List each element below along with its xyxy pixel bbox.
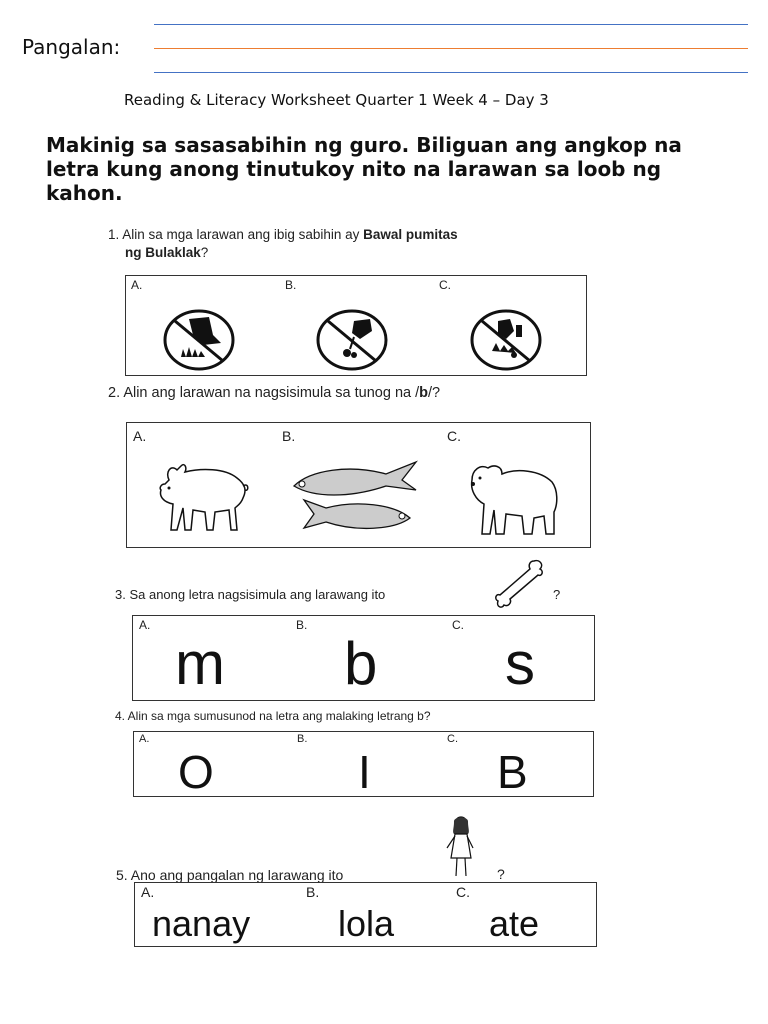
instructions: Makinig sa sasasabihin ng guro. Biliguan ang angkop na letra kung anong tinutukoy nito na larawan sa loob ng kahon.: [46, 133, 682, 205]
question-2-option-a-label[interactable]: A.: [133, 428, 147, 444]
question-2-prompt: [108, 385, 440, 401]
name-line-middle[interactable]: [154, 48, 748, 49]
name-label: Pangalan:: [22, 35, 121, 59]
question-4-option-b-label[interactable]: B.: [297, 733, 308, 745]
question-3-option-b-label[interactable]: B.: [296, 618, 308, 632]
name-line-top: [154, 24, 748, 25]
question-5-option-b-word[interactable]: lola: [338, 903, 395, 944]
fish-icon[interactable]: [290, 456, 420, 538]
name-line-bottom: [154, 72, 748, 73]
question-1-prompt-text: 1. Alin sa mga larawan ang ibig sabihin ay: [108, 227, 364, 242]
question-1-option-a-label[interactable]: A.: [131, 278, 143, 292]
question-1-option-c-label[interactable]: C.: [439, 278, 451, 292]
girl-icon[interactable]: [441, 814, 481, 880]
question-3-option-b-letter[interactable]: b: [344, 630, 378, 697]
question-4-option-c-label[interactable]: C.: [447, 733, 458, 745]
question-4-option-b-letter[interactable]: I: [358, 746, 371, 798]
question-1-prompt: [108, 226, 588, 262]
question-1-prompt-bold-2: ng Bulaklak: [125, 245, 201, 260]
no-stepping-flowers-icon[interactable]: [163, 309, 235, 371]
question-5-prompt: 5. Ano ang pangalan ng larawang ito: [116, 867, 344, 883]
question-5-prompt-end: ?: [497, 866, 505, 882]
question-5-option-c-label[interactable]: C.: [456, 884, 470, 900]
question-5-option-a-word[interactable]: nanay: [152, 903, 251, 944]
question-5-option-a-label[interactable]: A.: [141, 884, 155, 900]
question-4-prompt: 4. Alin sa mga sumusunod na letra ang malaking letrang b?: [115, 709, 431, 723]
question-2-option-b-label[interactable]: B.: [282, 428, 296, 444]
question-2-prompt-text: 2. Alin ang larawan na nagsisimula sa tunog na /: [108, 385, 420, 401]
question-3-prompt: 3. Sa anong letra nagsisimula ang larawang ito: [115, 587, 386, 602]
question-5-option-b-label[interactable]: B.: [306, 884, 320, 900]
question-5-option-c-word[interactable]: ate: [489, 903, 540, 944]
question-3-option-a-letter[interactable]: m: [175, 630, 225, 697]
question-1-prompt-bold: Bawal pumitas: [363, 227, 458, 242]
worksheet-subtitle: Reading & Literacy Worksheet Quarter 1 Week 4 – Day 3: [124, 91, 549, 109]
question-3-option-a-label[interactable]: A.: [139, 618, 151, 632]
question-3-prompt-end: ?: [553, 587, 561, 602]
no-littering-icon[interactable]: [470, 309, 542, 371]
question-3-option-c-label[interactable]: C.: [452, 618, 464, 632]
question-2-prompt-end: /?: [428, 385, 441, 401]
question-4-option-a-letter[interactable]: O: [178, 746, 214, 798]
bone-icon[interactable]: [494, 557, 546, 609]
question-3-option-c-letter[interactable]: s: [505, 630, 535, 697]
question-4-option-c-letter[interactable]: B: [497, 746, 528, 798]
no-picking-flowers-icon[interactable]: [316, 309, 388, 371]
question-1-prompt-end: ?: [200, 245, 209, 260]
question-2-prompt-bold: b: [419, 385, 429, 401]
question-2-option-c-label[interactable]: C.: [447, 428, 461, 444]
question-1-option-b-label[interactable]: B.: [285, 278, 297, 292]
pig-icon[interactable]: [155, 458, 250, 536]
bear-icon[interactable]: [468, 460, 560, 538]
question-4-option-a-label[interactable]: A.: [139, 733, 150, 745]
